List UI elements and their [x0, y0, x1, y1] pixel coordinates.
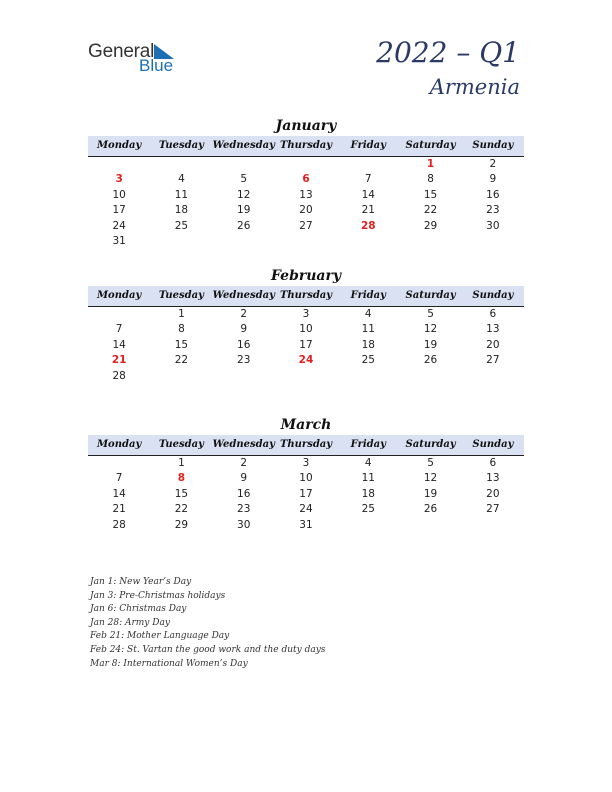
calendar-date: 16	[237, 487, 251, 500]
calendar-date: 1	[178, 457, 185, 469]
week-row	[88, 307, 524, 322]
week-row	[88, 487, 524, 502]
holiday-date: 6	[302, 173, 310, 186]
calendar-date: 12	[423, 323, 438, 336]
calendar-date	[275, 234, 337, 249]
calendar-date	[337, 518, 399, 533]
calendar-date	[150, 157, 212, 172]
calendar-date: 10	[112, 188, 126, 201]
holiday-note: Jan 6: Christmas Day	[90, 604, 187, 615]
calendar-date	[337, 157, 399, 172]
weekday-wednesday: Wednesday	[212, 439, 275, 450]
weekday-sunday: Sunday	[472, 439, 514, 450]
weekday-tuesday: Tuesday	[158, 290, 204, 301]
holiday-date: 28	[360, 219, 376, 232]
month-february	[88, 266, 524, 384]
calendar-date: 21	[112, 503, 126, 516]
calendar-date: 9	[489, 173, 497, 186]
calendar-date: 14	[112, 338, 126, 351]
calendar-date	[213, 157, 275, 172]
calendar-date: 16	[486, 188, 500, 201]
calendar-date: 20	[486, 338, 500, 351]
calendar-date: 7	[115, 323, 123, 336]
calendar-date: 23	[486, 204, 500, 217]
calendar-date: 4	[364, 457, 372, 469]
calendar-date: 31	[299, 518, 313, 531]
calendar-date: 27	[486, 503, 500, 516]
weekday-wednesday: Wednesday	[212, 290, 275, 301]
calendar-date: 25	[361, 354, 375, 367]
calendar-date: 17	[112, 204, 126, 217]
calendar-date: 30	[486, 219, 500, 232]
weekday-thursday: Thursday	[279, 290, 333, 301]
week-row	[88, 353, 524, 368]
logo	[88, 41, 188, 75]
calendar-date	[150, 234, 212, 249]
calendar-date: 14	[112, 487, 126, 500]
week-row	[88, 338, 524, 353]
calendar-date: 12	[423, 472, 438, 485]
calendar-date	[150, 369, 212, 384]
weekday-friday: Friday	[350, 140, 386, 151]
calendar-date	[213, 234, 275, 249]
week-row	[88, 471, 524, 486]
weekday-wednesday: Wednesday	[212, 140, 275, 151]
calendar-date: 22	[174, 503, 189, 516]
calendar-date: 12	[237, 188, 251, 201]
calendar-date: 28	[112, 369, 126, 382]
calendar-date	[88, 157, 150, 172]
calendar-date: 15	[174, 338, 189, 351]
calendar-date: 4	[364, 308, 372, 320]
calendar-date: 31	[112, 234, 126, 247]
calendar-date	[399, 518, 461, 533]
calendar-date	[399, 369, 461, 384]
calendar-date	[462, 518, 524, 533]
week-row	[88, 322, 524, 337]
calendar-date: 25	[361, 503, 375, 516]
country-name: Armenia	[429, 75, 520, 99]
holiday-date: 1	[426, 158, 435, 170]
calendar-date: 26	[237, 219, 251, 232]
weekday-thursday: Thursday	[279, 140, 333, 151]
calendar-date: 23	[237, 503, 251, 516]
holiday-date: 8	[177, 472, 186, 485]
calendar-date: 4	[178, 173, 185, 186]
week-row	[88, 157, 524, 172]
calendar-date: 9	[240, 323, 248, 336]
calendar-date: 20	[486, 487, 500, 500]
weekday-saturday: Saturday	[405, 290, 456, 301]
calendar-date	[213, 369, 275, 384]
calendar-date: 25	[174, 219, 189, 232]
calendar-date: 26	[423, 503, 438, 516]
weekday-tuesday: Tuesday	[158, 140, 204, 151]
calendar-date: 22	[423, 204, 438, 217]
calendar-date: 18	[174, 204, 189, 217]
calendar-date: 2	[240, 308, 248, 320]
weekday-friday: Friday	[350, 290, 386, 301]
holiday-note: Jan 1: New Year’s Day	[90, 577, 192, 587]
calendar-date: 5	[240, 173, 248, 186]
weekday-monday: Monday	[96, 439, 142, 450]
calendar-date	[275, 369, 337, 384]
month-title: March	[280, 417, 332, 433]
weekday-tuesday: Tuesday	[158, 439, 204, 450]
calendar-date: 29	[174, 518, 189, 531]
weekday-friday: Friday	[350, 439, 386, 450]
holiday-note: Feb 24: St. Vartan the good work and the duty days	[90, 644, 326, 655]
week-row	[88, 369, 524, 384]
holiday-note: Jan 3: Pre-Christmas holidays	[90, 590, 226, 601]
calendar-date	[462, 234, 524, 249]
calendar-date: 7	[115, 472, 123, 485]
holiday-date: 24	[298, 354, 314, 367]
logo-blue-text: Blue	[139, 56, 174, 75]
weekday-header-row	[88, 435, 524, 456]
calendar-date	[88, 307, 150, 322]
calendar-date: 13	[486, 472, 500, 485]
calendar-date: 17	[299, 487, 313, 500]
calendar-date: 19	[237, 204, 251, 217]
calendar-date: 3	[302, 308, 310, 320]
calendar-date: 2	[240, 457, 248, 469]
calendar-date: 7	[364, 173, 372, 186]
calendar-date: 14	[361, 188, 375, 201]
calendar-date: 11	[361, 323, 375, 336]
calendar-date: 18	[361, 338, 375, 351]
week-row	[88, 172, 524, 187]
calendar-date: 8	[427, 173, 434, 186]
calendar-date: 6	[489, 308, 497, 320]
calendar-date	[275, 157, 337, 172]
calendar-date	[462, 369, 524, 384]
calendar-date: 5	[427, 457, 434, 469]
calendar-date: 13	[486, 323, 500, 336]
holiday-note: Mar 8: International Women’s Day	[90, 658, 248, 669]
calendar-date: 20	[299, 204, 313, 217]
calendar-date	[399, 234, 461, 249]
weekday-header-row	[88, 136, 524, 157]
calendar-date: 15	[174, 487, 189, 500]
calendar-date: 3	[302, 457, 310, 469]
calendar-date: 28	[112, 518, 126, 531]
calendar-date: 2	[489, 158, 497, 170]
weekday-header-row	[88, 286, 524, 307]
calendar-date: 8	[178, 323, 185, 336]
month-march	[88, 415, 524, 533]
month-title: February	[270, 268, 341, 284]
calendar-date: 5	[427, 308, 434, 320]
calendar-date: 11	[361, 472, 375, 485]
calendar-date: 13	[299, 188, 313, 201]
calendar-date	[337, 234, 399, 249]
calendar-date: 24	[112, 219, 126, 232]
holiday-date: 21	[111, 354, 127, 367]
weekday-saturday: Saturday	[405, 140, 456, 151]
calendar-date	[337, 369, 399, 384]
calendar-date: 27	[299, 219, 313, 232]
weekday-thursday: Thursday	[279, 439, 333, 450]
calendar-date: 21	[361, 204, 375, 217]
week-row	[88, 219, 524, 234]
week-row	[88, 188, 524, 203]
week-row	[88, 456, 524, 471]
weekday-sunday: Sunday	[472, 290, 514, 301]
week-row	[88, 234, 524, 249]
calendar-date: 24	[299, 503, 313, 516]
calendar-date: 23	[237, 354, 251, 367]
calendar-date	[88, 456, 150, 471]
calendar-date: 10	[299, 323, 313, 336]
weekday-monday: Monday	[96, 290, 142, 301]
weekday-saturday: Saturday	[405, 439, 456, 450]
holiday-note: Feb 21: Mother Language Day	[90, 631, 230, 642]
calendar-date: 18	[361, 487, 375, 500]
calendar-date: 11	[174, 188, 189, 201]
holiday-note: Jan 28: Army Day	[90, 617, 170, 628]
weekday-monday: Monday	[96, 140, 142, 151]
weekday-sunday: Sunday	[472, 140, 514, 151]
calendar-date: 1	[178, 308, 185, 320]
week-row	[88, 518, 524, 533]
logo-general-text: General	[88, 41, 155, 62]
calendar-date: 22	[174, 354, 189, 367]
holiday-notes	[90, 576, 325, 671]
calendar-date: 6	[489, 457, 497, 469]
calendar-date: 19	[423, 487, 438, 500]
calendar-date: 10	[299, 472, 313, 485]
week-row	[88, 502, 524, 517]
week-row	[88, 203, 524, 218]
calendar-date: 15	[423, 188, 438, 201]
calendar-date: 29	[423, 219, 438, 232]
page-title: 2022 – Q1	[376, 36, 520, 69]
month-title: January	[275, 118, 337, 134]
calendar-date: 17	[299, 338, 313, 351]
calendar-date: 16	[237, 338, 251, 351]
calendar-date: 30	[237, 518, 251, 531]
calendar-date: 9	[240, 472, 248, 485]
calendar-date: 26	[423, 354, 438, 367]
calendar-date: 27	[486, 354, 500, 367]
calendar-date: 19	[423, 338, 438, 351]
month-january	[88, 116, 524, 249]
holiday-date: 3	[115, 173, 123, 186]
